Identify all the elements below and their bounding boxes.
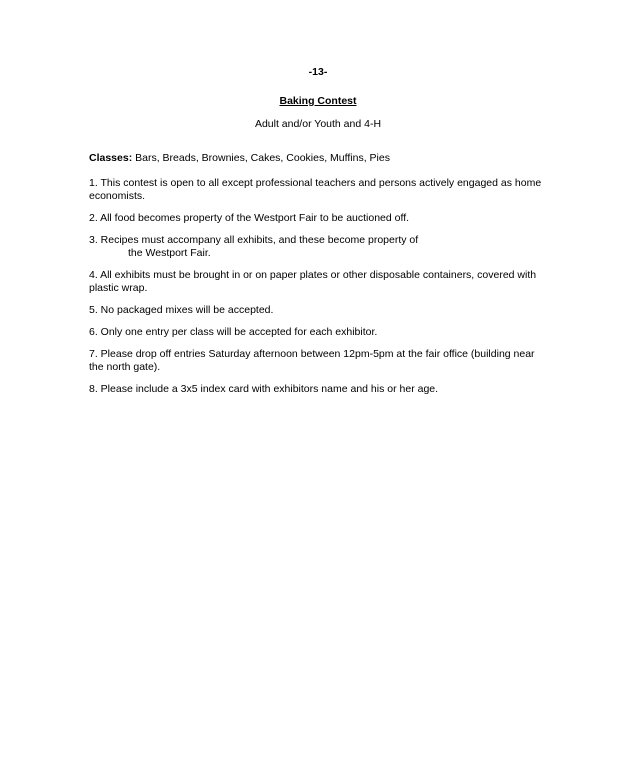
page-number: -13- xyxy=(308,66,328,78)
classes-line xyxy=(89,152,547,165)
rule-item-3-line-1: 3. Recipes must accompany all exhibits, and these become property of xyxy=(89,234,419,246)
rule-item-7: 7. Please drop off entries Saturday afternoon between 12pm-5pm at the fair office (building near the north gate). xyxy=(89,348,535,373)
rule-item-5: 5. No packaged mixes will be accepted. xyxy=(89,304,274,316)
rule-item-8: 8. Please include a 3x5 index card with exhibitors name and his or her age. xyxy=(89,383,439,395)
document-subtitle: Adult and/or Youth and 4-H xyxy=(254,118,382,130)
classes-value: Bars, Breads, Brownies, Cakes, Cookies, Muffins, Pies xyxy=(135,152,390,164)
rule-item-3 xyxy=(89,234,547,260)
rule-item-3-line-2: the Westport Fair. xyxy=(128,247,211,259)
rule-item-1: 1. This contest is open to all except professional teachers and persons actively engaged as home economists. xyxy=(89,177,542,202)
rule-item-4: 4. All exhibits must be brought in or on paper plates or other disposable containers, covered with plastic wrap. xyxy=(89,269,537,294)
classes-label: Classes: xyxy=(89,152,133,164)
rule-item-6: 6. Only one entry per class will be accepted for each exhibitor. xyxy=(89,326,378,338)
rule-item-2: 2. All food becomes property of the Westport Fair to be auctioned off. xyxy=(89,212,410,224)
document-title: Baking Contest xyxy=(279,95,357,107)
